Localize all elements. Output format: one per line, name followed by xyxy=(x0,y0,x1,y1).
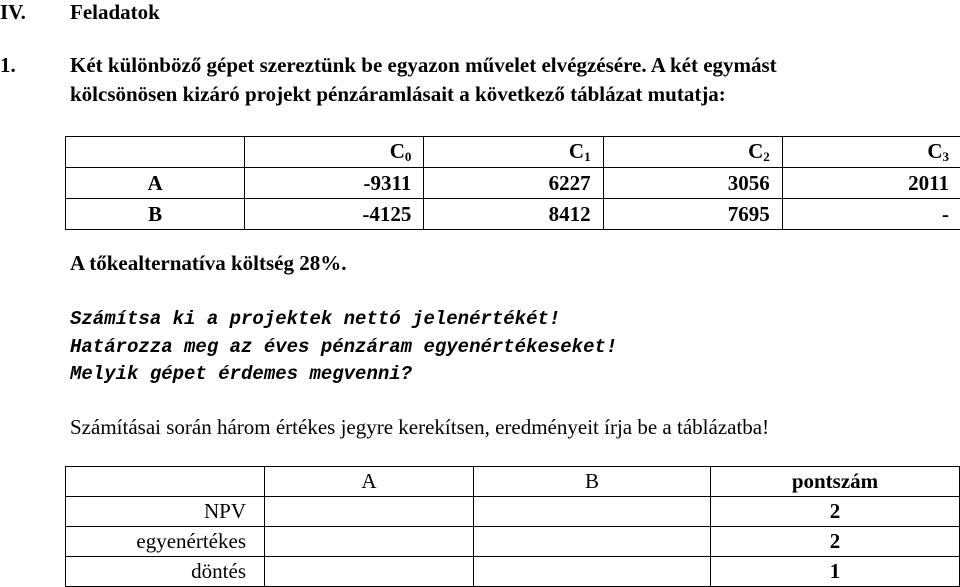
points-cell: 2 xyxy=(711,527,960,557)
row-label-b: B xyxy=(66,199,245,230)
task-text-line-1: Két különböző gépet szereztünk be egyazon művelet elvégzésére. A két egymást xyxy=(70,52,777,78)
answer-cell-b[interactable] xyxy=(474,527,711,557)
table-cell: 7695 xyxy=(603,199,782,230)
points-cell: 1 xyxy=(711,557,960,587)
table-cell: -9311 xyxy=(245,168,424,199)
question-1: Számítsa ki a projektek nettó jelenértékét! xyxy=(70,306,560,332)
results-table xyxy=(65,466,960,587)
table-row xyxy=(66,168,960,199)
table-cell: - xyxy=(782,199,960,230)
table-row xyxy=(66,199,960,230)
rounding-instruction: Számításai során három értékes jegyre kerekítsen, eredményeit írja be a táblázatba! xyxy=(70,414,769,440)
table-cell: 8412 xyxy=(424,199,603,230)
table-cell: 3056 xyxy=(603,168,782,199)
row-label-a: A xyxy=(66,168,245,199)
question-3: Melyik gépet érdemes megvenni? xyxy=(70,361,412,387)
table-row xyxy=(66,527,960,557)
header-c1: $C_1$ xyxy=(424,137,603,168)
table-cell: -4125 xyxy=(245,199,424,230)
header-points: pontszám xyxy=(711,467,960,497)
table-row xyxy=(66,497,960,527)
question-2: Határozza meg az éves pénzáram egyenértékeseket! xyxy=(70,334,617,360)
table-header-row xyxy=(66,137,960,168)
cost-of-capital: A tőkealternatíva költség 28%. xyxy=(70,250,346,276)
header-a: A xyxy=(265,467,474,497)
task-number: 1. xyxy=(0,52,16,78)
section-number: IV. xyxy=(0,0,26,25)
table-cell: 6227 xyxy=(424,168,603,199)
table-cell: 2011 xyxy=(782,168,960,199)
cashflow-table xyxy=(65,136,960,230)
points-cell: 2 xyxy=(711,497,960,527)
answer-cell-a[interactable] xyxy=(265,497,474,527)
header-b: B xyxy=(474,467,711,497)
section-title: Feladatok xyxy=(70,0,160,25)
row-label-equivalent: egyenértékes xyxy=(66,527,265,557)
header-c2: $C_2$ xyxy=(603,137,782,168)
table-row xyxy=(66,557,960,587)
header-c3: $C_3$ xyxy=(782,137,960,168)
table-header-row xyxy=(66,467,960,497)
header-c0: $C_0$ xyxy=(245,137,424,168)
answer-cell-b[interactable] xyxy=(474,557,711,587)
row-label-npv: NPV xyxy=(66,497,265,527)
answer-cell-a[interactable] xyxy=(265,527,474,557)
answer-cell-b[interactable] xyxy=(474,497,711,527)
row-label-decision: döntés xyxy=(66,557,265,587)
header-empty-cell xyxy=(66,467,265,497)
header-empty-cell xyxy=(66,137,245,168)
task-text-line-2: kölcsönösen kizáró projekt pénzáramlásait a következő táblázat mutatja: xyxy=(70,81,726,107)
answer-cell-a[interactable] xyxy=(265,557,474,587)
